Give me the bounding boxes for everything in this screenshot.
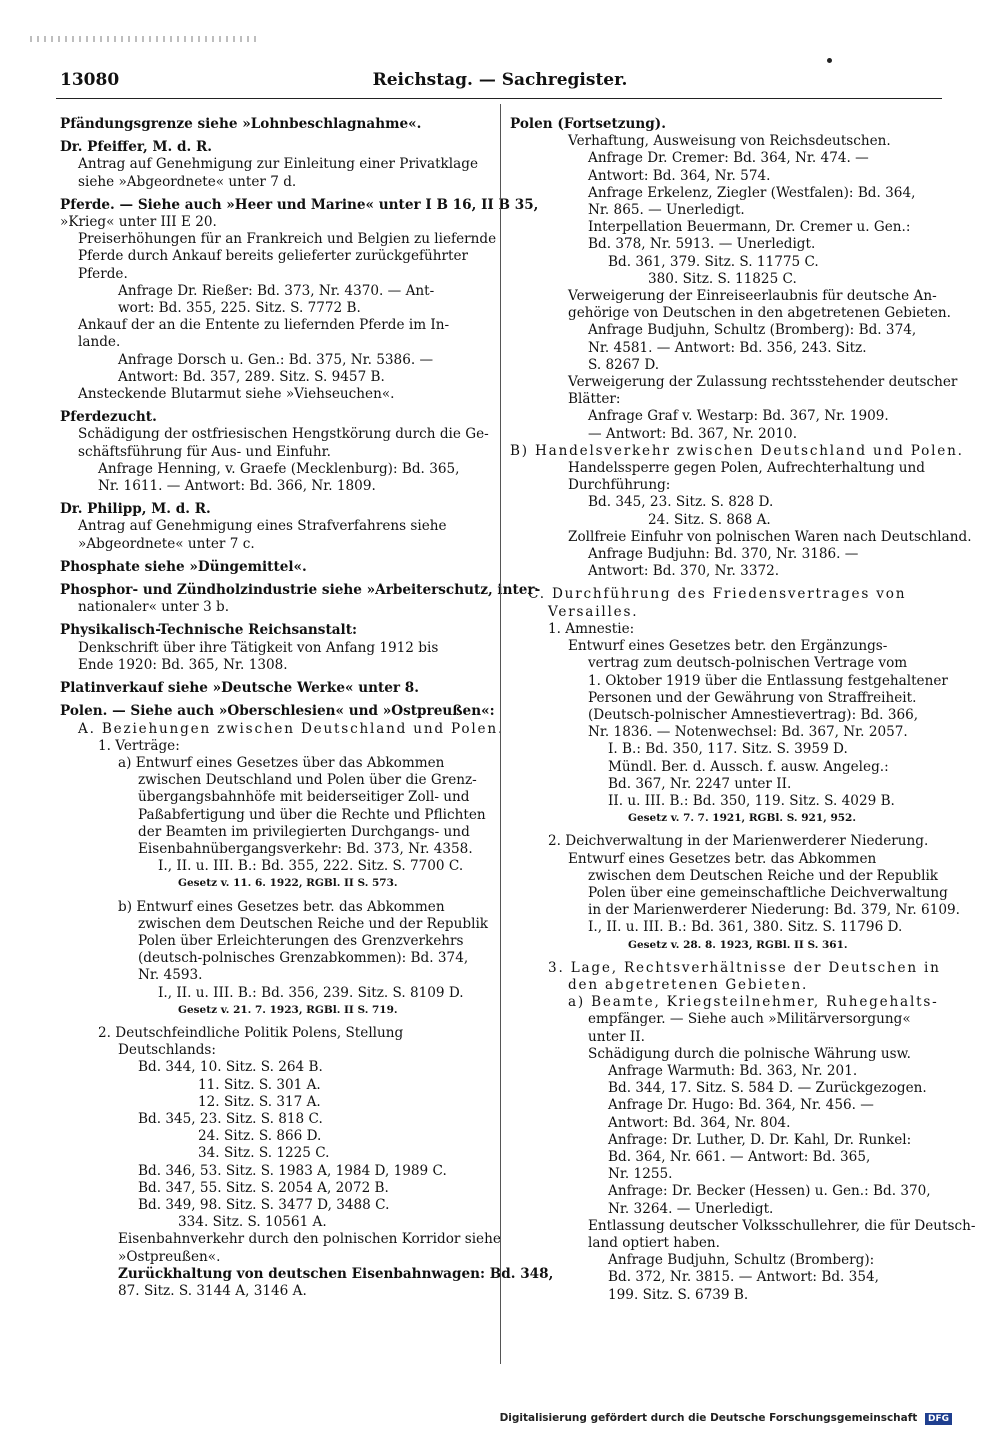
index-line: Zollfreie Einfuhr von polnischen Waren nach Deutschland. (568, 528, 972, 545)
index-line: Polen (Fortsetzung). (510, 116, 666, 132)
index-line: siehe »Abgeordnete« unter 7 d. (78, 173, 297, 190)
index-line: Nr. 4593. (138, 967, 203, 984)
index-line: Versailles. (548, 603, 639, 620)
index-line: in der Marienwerderer Niederung: Bd. 379, Nr. 6109. (588, 902, 960, 919)
index-line: Ankauf der an die Entente zu liefernden Pferde im In- (78, 317, 450, 334)
index-line: — Antwort: Bd. 367, Nr. 2010. (588, 425, 798, 442)
index-line: Nr. 1255. (608, 1166, 673, 1183)
index-line: zwischen dem Deutschen Reiche und der Republik (138, 915, 489, 932)
index-line: Personen und der Gewährung von Straffreiheit. (588, 689, 917, 706)
index-line: Bd. 361, 379. Sitz. S. 11775 C. (608, 253, 819, 270)
index-line: 11. Sitz. S. 301 A. (198, 1076, 321, 1093)
index-line: Platinverkauf siehe »Deutsche Werke« unter 8. (60, 680, 419, 697)
index-line: »Abgeordnete« unter 7 c. (78, 535, 255, 552)
index-line: nationaler« unter 3 b. (78, 599, 230, 616)
index-line: a) Beamte, Kriegsteilnehmer, Ruhegehalts- (568, 994, 939, 1011)
index-line: 1. Verträge: (98, 737, 180, 754)
scan-artifact (30, 36, 260, 42)
index-line: Nr. 1836. — Notenwechsel: Bd. 367, Nr. 2057. (588, 724, 908, 741)
index-line: Anfrage Henning, v. Graefe (Mecklenburg): Bd. 365, (98, 460, 460, 477)
index-line: 1. Oktober 1919 über die Entlassung festgehaltener (588, 672, 948, 689)
index-line: Durchführung: (568, 477, 671, 494)
index-line: Schädigung durch die polnische Währung usw. (588, 1045, 911, 1062)
index-line: Deutschlands: (118, 1042, 216, 1059)
index-line: Bd. 364, Nr. 661. — Antwort: Bd. 365, (608, 1148, 871, 1165)
index-line: Dr. Philipp, M. d. R. (60, 501, 211, 518)
index-line: 1. Amnestie: (548, 620, 635, 637)
index-line: Anfrage: Dr. Becker (Hessen) u. Gen.: Bd. 370, (608, 1183, 931, 1200)
index-line: 2. Deichverwaltung in der Marienwerderer Niederung. (548, 833, 929, 850)
column-divider (500, 104, 501, 1364)
index-line: Bd. 344, 17. Sitz. S. 584 D. — Zurückgezogen. (608, 1080, 927, 1097)
index-line: »Krieg« unter III E 20. (60, 214, 217, 231)
index-line: Bd. 345, 23. Sitz. S. 818 C. (138, 1110, 323, 1127)
index-line: Bd. 378, Nr. 5913. — Unerledigt. (588, 236, 816, 253)
index-line: (Deutsch-polnischer Amnestievertrag): Bd. 366, (588, 706, 919, 723)
index-line: Polen. — Siehe auch »Oberschlesien« und »Ostpreußen«: (60, 703, 495, 720)
index-line: Antrag auf Genehmigung zur Einleitung einer Privatklage (78, 156, 478, 173)
index-line: 3. Lage, Rechtsverhältnisse der Deutschen in (548, 959, 941, 976)
index-line: Antwort: Bd. 357, 289. Sitz. S. 9457 B. (118, 368, 385, 385)
index-line: vertrag zum deutsch-polnischen Vertrage vom (588, 655, 908, 672)
index-line: Antwort: Bd. 364, Nr. 804. (608, 1114, 791, 1131)
page-number: 13080 (60, 70, 120, 90)
index-line: B) Handelsverkehr zwischen Deutschland und Polen. (510, 442, 964, 459)
index-line: Gesetz v. 21. 7. 1923, RGBl. II S. 719. (178, 1003, 398, 1016)
index-line: der Beamten im privilegierten Durchgangs- und (138, 823, 470, 840)
index-line: 24. Sitz. S. 866 D. (198, 1128, 322, 1145)
index-line: I. B.: Bd. 350, 117. Sitz. S. 3959 D. (608, 741, 848, 758)
index-line: Pferdezucht. (60, 409, 157, 426)
index-line: land optiert haben. (588, 1235, 720, 1251)
index-line: Bd. 349, 98. Sitz. S. 3477 D, 3488 C. (138, 1196, 390, 1213)
index-line: 12. Sitz. S. 317 A. (198, 1093, 321, 1110)
index-line: A. Beziehungen zwischen Deutschland und Polen. (78, 720, 505, 737)
index-line: Handelssperre gegen Polen, Aufrechterhaltung und (568, 460, 925, 477)
index-line: Pferde. — Siehe auch »Heer und Marine« unter I B 16, II B 35, (60, 196, 539, 213)
index-line: Antwort: Bd. 370, Nr. 3372. (588, 563, 780, 580)
index-line: 334. Sitz. S. 10561 A. (178, 1214, 327, 1231)
index-line: Bd. 344, 10. Sitz. S. 264 B. (138, 1059, 323, 1076)
index-line: C. Durchführung des Friedensvertrages von (528, 586, 907, 603)
index-line: Entlassung deutscher Volksschullehrer, die für Deutsch- (588, 1217, 976, 1234)
index-line: Blätter: (568, 391, 621, 408)
index-line: Anfrage Graf v. Westarp: Bd. 367, Nr. 1909. (588, 408, 889, 425)
right-column (510, 110, 976, 1304)
index-line: Paßabfertigung und über die Rechte und Pflichten (138, 806, 486, 823)
index-line: Anfrage Erkelenz, Ziegler (Westfalen): Bd. 364, (588, 184, 916, 201)
index-line: »Ostpreußen«. (118, 1248, 221, 1265)
index-line: Bd. 345, 23. Sitz. S. 828 D. (588, 494, 774, 511)
index-line: 380. Sitz. S. 11825 C. (648, 270, 797, 287)
index-line: übergangsbahnhöfe mit beiderseitiger Zoll- und (138, 789, 470, 806)
index-line: b) Entwurf eines Gesetzes betr. das Abkommen (118, 898, 445, 915)
index-line: Bd. 367, Nr. 2247 unter II. (608, 775, 792, 792)
index-line: Gesetz v. 7. 7. 1921, RGBl. S. 921, 952. (628, 812, 857, 825)
index-line: I., II. u. III. B.: Bd. 355, 222. Sitz. S. 7700 C. (158, 858, 464, 875)
index-line: Polen über eine gemeinschaftliche Deichverwaltung (588, 884, 948, 901)
index-line: schäftsführung für Aus- und Einfuhr. (78, 443, 331, 460)
index-line: Antwort: Bd. 364, Nr. 574. (588, 167, 771, 184)
index-line: unter II. (588, 1028, 645, 1045)
index-line: 87. Sitz. S. 3144 A, 3146 A. (118, 1283, 307, 1299)
footer-credit-text: Digitalisierung gefördert durch die Deutsche Forschungsgemeinschaft (499, 1412, 918, 1424)
index-line: Gesetz v. 11. 6. 1922, RGBl. II S. 573. (178, 877, 398, 890)
index-line: zwischen dem Deutschen Reiche und der Republik (588, 867, 939, 884)
index-line: gehörige von Deutschen in den abgetretenen Gebieten. (568, 305, 951, 322)
index-line: Entwurf eines Gesetzes betr. das Abkommen (568, 850, 877, 867)
running-head: Reichstag. — Sachregister. (372, 70, 628, 90)
index-line: 34. Sitz. S. 1225 C. (198, 1145, 330, 1162)
index-line: Physikalisch-Technische Reichsanstalt: (60, 622, 358, 639)
scan-speck (827, 58, 832, 63)
index-line: (deutsch-polnisches Grenzabkommen): Bd. 374, (138, 950, 469, 967)
index-line: Entwurf eines Gesetzes betr. den Ergänzungs- (568, 638, 888, 655)
index-line: Interpellation Beuermann, Dr. Cremer u. Gen.: (588, 219, 911, 236)
index-line: Bd. 347, 55. Sitz. S. 2054 A, 2072 B. (138, 1179, 389, 1196)
page-header (60, 70, 940, 94)
index-line: Ansteckende Blutarmut siehe »Viehseuchen«. (78, 386, 395, 403)
index-line: Eisenbahnübergangsverkehr: Bd. 373, Nr. 4358. (138, 840, 473, 857)
index-line: Pferde. (78, 265, 128, 282)
index-line: Antrag auf Genehmigung eines Strafverfahrens siehe (78, 518, 447, 535)
index-line: lande. (78, 334, 121, 351)
index-line: Polen über Erleichterungen des Grenzverkehrs (138, 932, 464, 949)
dfg-logo: DFG (925, 1413, 952, 1425)
index-line: Dr. Pfeiffer, M. d. R. (60, 139, 213, 156)
index-line: Pferde durch Ankauf bereits gelieferter zurückgeführter (78, 248, 469, 265)
index-line: den abgetretenen Gebieten. (568, 976, 809, 993)
index-line: 199. Sitz. S. 6739 B. (608, 1286, 749, 1303)
index-line: Nr. 1611. — Antwort: Bd. 366, Nr. 1809. (98, 478, 376, 495)
index-line: Mündl. Ber. d. Aussch. f. ausw. Angeleg.: (608, 758, 889, 775)
index-line: Bd. 346, 53. Sitz. S. 1983 A, 1984 D, 1989 C. (138, 1162, 447, 1179)
index-line: empfänger. — Siehe auch »Militärversorgung« (588, 1011, 911, 1028)
index-line: 24. Sitz. S. 868 A. (648, 511, 771, 528)
index-line: Ende 1920: Bd. 365, Nr. 1308. (78, 656, 288, 673)
index-line: I., II. u. III. B.: Bd. 361, 380. Sitz. S. 11796 D. (588, 919, 903, 936)
index-line: Nr. 865. — Unerledigt. (588, 202, 745, 219)
index-line: Phosphate siehe »Düngemittel«. (60, 558, 307, 575)
index-line: Verweigerung der Zulassung rechtsstehender deutscher (568, 374, 958, 391)
index-line: Anfrage Dr. Cremer: Bd. 364, Nr. 474. — (588, 150, 869, 167)
index-line: Zurückhaltung von deutschen Eisenbahnwagen: Bd. 348, (118, 1265, 554, 1282)
index-line: Preiserhöhungen für an Frankreich und Belgien zu liefernde (78, 231, 497, 248)
index-line: Anfrage Warmuth: Bd. 363, Nr. 201. (608, 1062, 858, 1079)
index-line: Pfändungsgrenze siehe »Lohnbeschlagnahme«. (60, 116, 422, 132)
index-line: 2. Deutschfeindliche Politik Polens, Stellung (98, 1024, 404, 1041)
index-line: II. u. III. B.: Bd. 350, 119. Sitz. S. 4029 B. (608, 792, 895, 809)
index-line: Bd. 372, Nr. 3815. — Antwort: Bd. 354, (608, 1269, 879, 1286)
index-line: a) Entwurf eines Gesetzes über das Abkommen (118, 754, 445, 771)
index-line: Verhaftung, Ausweisung von Reichsdeutschen. (568, 133, 891, 150)
index-line: zwischen Deutschland und Polen über die Grenz- (138, 772, 477, 789)
index-line: Anfrage Dr. Hugo: Bd. 364, Nr. 456. — (608, 1097, 874, 1114)
header-rule (56, 98, 942, 99)
index-line: Phosphor- und Zündholzindustrie siehe »Arbeiterschutz, inter- (60, 582, 541, 599)
index-line: Eisenbahnverkehr durch den polnischen Korridor siehe (118, 1231, 501, 1248)
left-column (60, 110, 554, 1300)
index-line: Denkschrift über ihre Tätigkeit von Anfang 1912 bis (78, 639, 439, 656)
footer-credit (500, 1412, 952, 1425)
index-line: Gesetz v. 28. 8. 1923, RGBl. II S. 361. (628, 938, 848, 951)
index-line: Anfrage Budjuhn, Schultz (Bromberg): Bd. 374, (588, 322, 917, 339)
index-line: Verweigerung der Einreiseerlaubnis für deutsche An- (568, 288, 937, 305)
index-line: S. 8267 D. (588, 356, 660, 373)
index-line: Nr. 3264. — Unerledigt. (608, 1200, 774, 1217)
index-line: Anfrage Dr. Rießer: Bd. 373, Nr. 4370. — Ant- (118, 282, 435, 299)
index-line: Anfrage: Dr. Luther, D. Dr. Kahl, Dr. Runkel: (608, 1131, 912, 1148)
index-line: Nr. 4581. — Antwort: Bd. 356, 243. Sitz. (588, 339, 867, 356)
index-line: Schädigung der ostfriesischen Hengstkörung durch die Ge- (78, 426, 489, 443)
index-line: Anfrage Budjuhn, Schultz (Bromberg): (608, 1252, 875, 1269)
index-line: wort: Bd. 355, 225. Sitz. S. 7772 B. (118, 300, 361, 317)
index-line: I., II. u. III. B.: Bd. 356, 239. Sitz. S. 8109 D. (158, 984, 464, 1001)
index-line: Anfrage Budjuhn: Bd. 370, Nr. 3186. — (588, 546, 859, 563)
index-line: Anfrage Dorsch u. Gen.: Bd. 375, Nr. 5386. — (118, 351, 434, 368)
